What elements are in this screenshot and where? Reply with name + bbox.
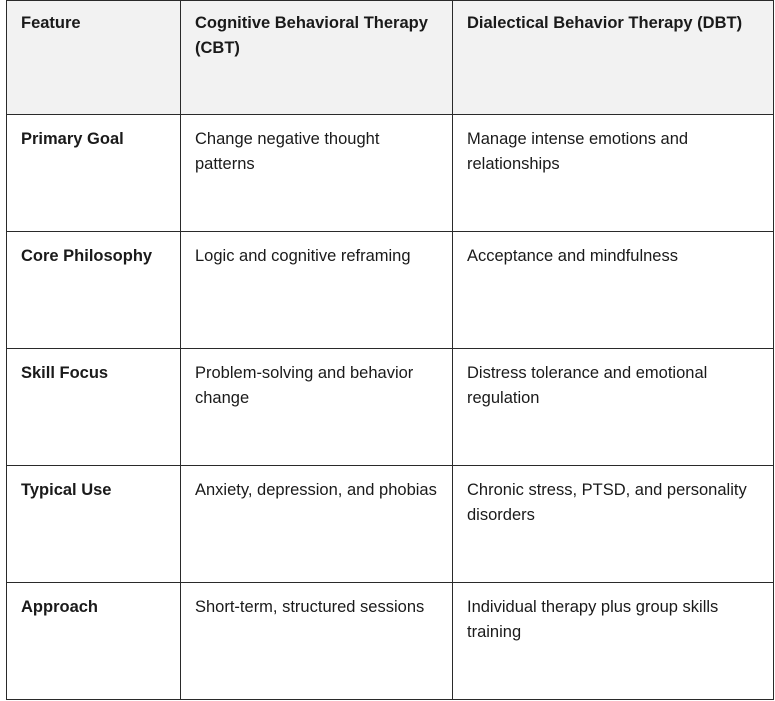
row-feature-cell: Core Philosophy (7, 232, 181, 349)
header-cbt: Cognitive Behavioral Therapy (CBT) (181, 1, 453, 115)
row-feature-cell: Approach (7, 583, 181, 700)
row-feature-cell: Typical Use (7, 466, 181, 583)
row-dbt-cell: Distress tolerance and emotional regulation (453, 349, 774, 466)
row-dbt-cell: Acceptance and mindfulness (453, 232, 774, 349)
row-feature-cell: Primary Goal (7, 115, 181, 232)
comparison-table (6, 0, 774, 700)
table-row (7, 583, 774, 700)
row-dbt-cell: Manage intense emotions and relationships (453, 115, 774, 232)
row-feature-cell: Skill Focus (7, 349, 181, 466)
table-row (7, 349, 774, 466)
table-row (7, 466, 774, 583)
row-dbt-cell: Chronic stress, PTSD, and personality disorders (453, 466, 774, 583)
header-dbt: Dialectical Behavior Therapy (DBT) (453, 1, 774, 115)
row-cbt-cell: Short-term, structured sessions (181, 583, 453, 700)
row-cbt-cell: Problem-solving and behavior change (181, 349, 453, 466)
row-dbt-cell: Individual therapy plus group skills training (453, 583, 774, 700)
table-row (7, 232, 774, 349)
row-cbt-cell: Anxiety, depression, and phobias (181, 466, 453, 583)
comparison-table-container (6, 0, 773, 700)
table-row (7, 115, 774, 232)
row-cbt-cell: Change negative thought patterns (181, 115, 453, 232)
header-feature: Feature (7, 1, 181, 115)
row-cbt-cell: Logic and cognitive reframing (181, 232, 453, 349)
table-header-row (7, 1, 774, 115)
